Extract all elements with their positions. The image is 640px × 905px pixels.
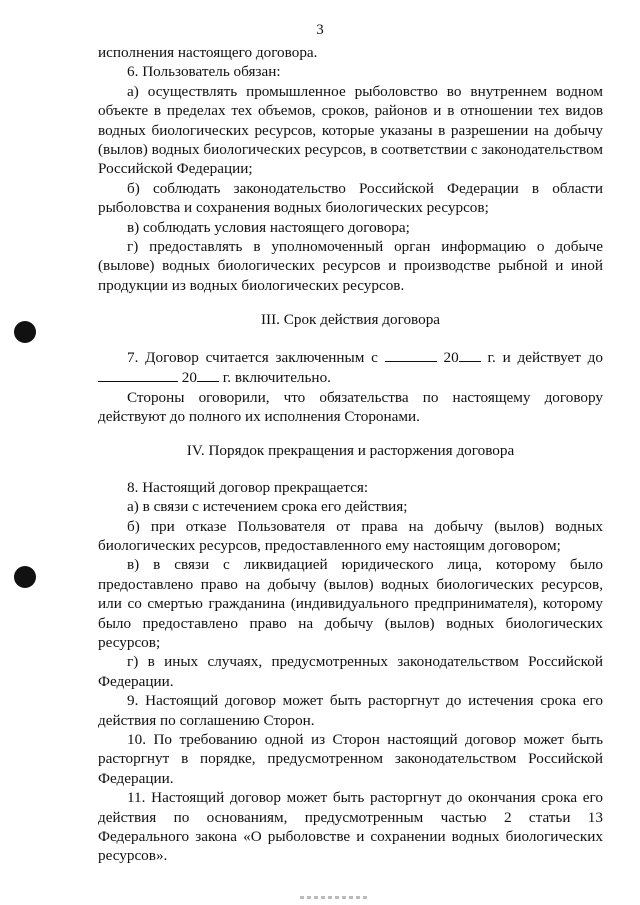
punch-hole [14,566,36,588]
clause-7-text: г. и действует до [487,348,604,366]
clause-8c: в) в связи с ликвидацией юридического лица, которому было предоставлено право на добычу (вылов) водных биологических ресурсов, или со смертью гражданина (индивидуального предпринимателя), которому было предоставлено право на добычу (вылов) водных биологических ресурсов; [98,556,603,651]
section-3-title: III. Срок действия договора [260,311,441,329]
clause-6: 6. Пользователь обязан: [127,63,281,81]
scan-artifact [300,896,370,899]
year-prefix: 20 [181,369,197,387]
clause-6d: г) предоставлять в уполномоченный орган информацию о добыче (вылове) водных биологических ресурсов и производстве рыбной и иной продукции из водных биологических ресурсов. [98,238,603,294]
clause-8: 8. Настоящий договор прекращается: [127,478,369,496]
punch-hole [14,321,36,343]
year-blank [197,367,219,382]
date-blank [98,367,178,382]
clause-8b: б) при отказе Пользователя от права на добычу (вылов) водных биологических ресурсов, предоставленного ему настоящим договором; [98,517,603,554]
clause-8a: а) в связи с истечением срока его действия; [127,498,408,516]
paragraph-continuation: исполнения настоящего договора. [98,44,318,61]
clause-7 [98,347,603,388]
year-prefix: 20 [443,348,459,366]
date-blank [385,347,437,362]
clause-6a: а) осуществлять промышленное рыболовство во внутреннем водном объекте в пределах тех объемов, сроков, районов и в отношении тех видов водных биологических ресурсов, которые указаны в разрешении на добычу (вылов) водных биологических ресурсов, в соответствии с законодательством Российской Федерации; [98,82,603,178]
clause-7-text: г. включительно. [222,369,331,387]
clause-8d: г) в иных случаях, предусмотренных законодательством Российской Федерации. [98,653,603,690]
clause-11: 11. Настоящий договор может быть расторгнут до окончания срока его действия по основаниям, предусмотренным частью 2 статьи 13 Федерального закона «О рыболовстве и сохранении водных биологических ресурсов». [98,789,603,865]
page-number: 3 [316,22,324,38]
clause-6c: в) соблюдать условия настоящего договора; [127,218,410,236]
year-blank [459,347,481,362]
document-body [98,43,603,866]
clause-10: 10. По требованию одной из Сторон настоящий договор может быть расторгнут в порядке, предусмотренном законодательством Российской Федерации. [98,731,603,787]
clause-6b: б) соблюдать законодательство Российской Федерации в области рыболовства и сохранения водных биологических ресурсов; [98,179,603,217]
section-4-title: IV. Порядок прекращения и расторжения договора [186,442,515,460]
clause-7-text: 7. Договор считается заключенным с [127,348,378,366]
clause-7-obligations: Стороны оговорили, что обязательства по настоящему договору действуют до полного их исполнения Сторонами. [98,388,603,425]
clause-9: 9. Настоящий договор может быть расторгнут до истечения срока его действия по соглашению Сторон. [98,692,603,729]
